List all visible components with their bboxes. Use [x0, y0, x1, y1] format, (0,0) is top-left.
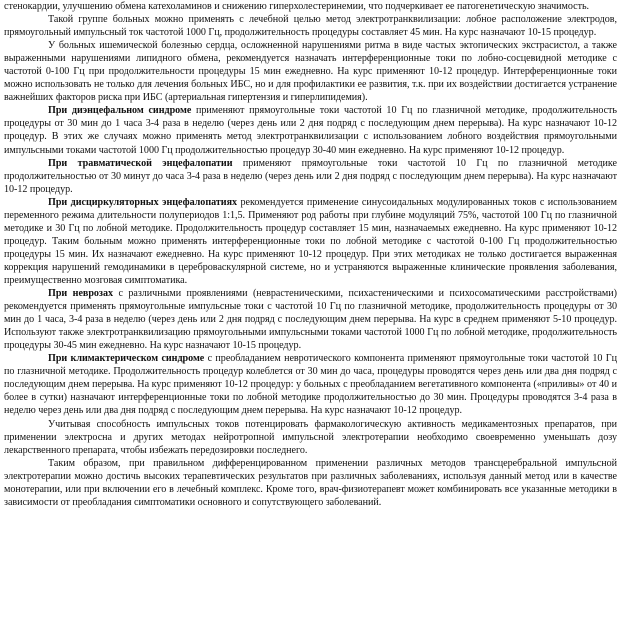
paragraph-4	[4, 104, 617, 156]
paragraph-10	[4, 457, 617, 509]
paragraph-7	[4, 287, 617, 352]
paragraph-text: рекомендуется применение синусоидальных модулированных токов с использованием переменного режима длительности полупериодов 1:1,5. Применяют род работы при глубине модуляций 75%, частотой 100 Гц по глазничной методике и 30 Гц по лобной методике. Продолжительность процедур составляет 15 мин, назначаемых ежедневно. На курс применяют 10-12 процедур. Таким больным можно применять интерференционные токи по лобной методике с частотой 0-100 Гц продолжительностью процедуры 15 мин. Их назначают ежедневно. На курс применяют 10-12 процедур. При этих методиках не только достигается выраженная коррекция нарушений гемодинамики в церебровaскулярной системе, но и устраняются выраженные клинические проявления заболевания, преимущественно мозговая симптоматика.	[4, 196, 617, 286]
paragraph-text: применяют прямоугольные токи частотой 10 Гц по глазничной методике продолжительностью от 30 минут до часа 3-4 раза в неделю (через день или 2 дня подряд с последующим днем перерыва). На курс назначают 10-12 процедур.	[4, 157, 617, 195]
paragraph-lead: При травматической энцефалопатии	[48, 157, 233, 169]
paragraph-text: стенокардии, улучшению обмена катехоламинов и снижению гиперхолестеринемии, что подчеркивает ее патогенетическую значимость.	[4, 1, 590, 12]
paragraph-3	[4, 39, 617, 104]
paragraph-6	[4, 196, 617, 287]
paragraph-lead: При диэнцефальном синдроме	[48, 105, 192, 117]
paragraph-5	[4, 157, 617, 196]
paragraph-text: с различными проявлениями (неврастеническими, психастеническими и психосоматическими расстройствами) рекомендуется применять прямоугольные импульсные токи с частотой 10 Гц по глазничной методике, продолжительность процедуры от 30 мин до 1 часа, 3-4 раза в неделю (через день или 2 дня подряд с последующим днем перерыва. На курс в среднем применяют 5-10 процедур. Используют также электротранквилизацию прямоугольными импульсными токами частотой 1000 Гц по лобной методике, продолжительность процедуры 30-45 мин ежедневно. На курс назначают 10-15 процедур.	[4, 288, 617, 352]
paragraph-text: Такой группе больных можно применять с лечебной целью метод электротранквилизации: лобное расположение электродов, прямоугольный импульсный ток частотой 1000 Гц, продолжительность процедуры составляет 45 мин. На курс назначают 10-15 процедур.	[4, 14, 617, 39]
paragraph-text: Учитывая способность импульсных токов потенцировать фармакологическую активность медикаментозных препаратов, при применении электросна и других методах нейротропной импульсной электротерапии необходимо своевременно уменьшать дозу лекарственного препарата, чтобы избежать передозировки последнего.	[4, 418, 617, 456]
paragraph-8	[4, 352, 617, 417]
paragraph-text: Таким образом, при правильном дифференцированном применении различных методов трансцеребральной импульсной электротерапии можно достичь высоких терапевтических результатов при различных заболеваниях, используя данный метод или в качестве монотерапии, или при включении его в лечебный комплекс. Кроме того, врач-физиотерапевт может комбинировать все указанные методики в зависимости от преобладания симптоматики основного и сопутствующего заболеваний.	[4, 457, 617, 508]
paragraph-lead: При климактерическом синдроме	[48, 353, 205, 365]
paragraph-text: с преобладанием невротического компонента применяют прямоугольные токи частотой 10 Гц по глазничной методике. Продолжительность процедур колеблется от 30 мин до часа, процедуры проводятся через день или два дня подряд с последующим днем перерыва. На курс применяют 10-12 процедур: у больных с преобладанием вегетативного компонента («приливы» от 40 и более в сутки) назначают интерференционные токи по лобной методике продолжительностью до 30 мин. Процедуры проводятся 3-4 раза в неделю через день или два дня подряд с последующим днем перерыва. На курс назначают 10-12 процедур.	[4, 353, 617, 417]
paragraph-lead: При дисциркуляторных энцефалопатиях	[48, 196, 238, 208]
paragraph-9	[4, 418, 617, 457]
paragraph-lead: При неврозах	[48, 288, 113, 300]
paragraph-text: У больных ишемической болезнью сердца, осложненной нарушениями ритма в виде частых эктопических экстрасистол, а также выраженными нарушениями липидного обмена, рекомендуется назначать интерференционные токи по лобно-сосцевидной методике с частотой 0-100 Гц при продолжительности процедуры 15 мин ежедневно. На курс применяют 10-12 процедур. Интерференционные токи можно использовать не только для лечения больных ИБС, но и для профилактики ее развития, т.к. при их воздействии достигается устранение важнейших факторов риска при ИБС (артериальная гипертензия и гиперлипидемия).	[4, 40, 617, 104]
paragraph-text: применяют прямоугольные токи частотой 10 Гц по глазничной методике, продолжительность процедуры от 30 мин до 1 часа 3-4 раза в неделю (через день или 2 дня подряд с последующим днем перерыва). На курс назначают 10-12 процедур. В этих же случаях можно применять метод электротранквилизации с использованием лобного воздействия прямоугольными импульсными токами частотой 1000 Гц продолжительностью процедур 30-40 мин ежедневно. На курс применяют 10-12 процедур.	[4, 105, 617, 156]
paragraph-2	[4, 13, 617, 39]
paragraph-1	[4, 0, 617, 13]
